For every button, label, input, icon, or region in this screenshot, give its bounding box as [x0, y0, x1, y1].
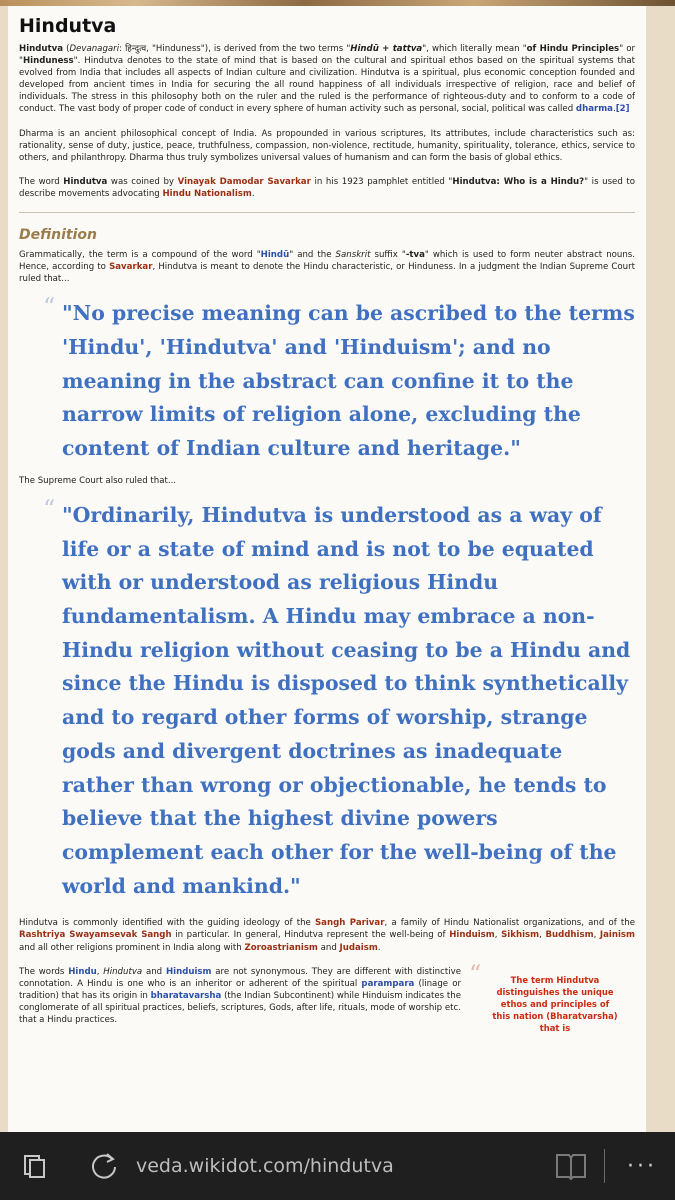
- dharma-link[interactable]: dharma: [575, 104, 613, 115]
- buddhism-link[interactable]: Buddhism: [545, 930, 594, 941]
- savarkar-link-2[interactable]: Savarkar: [109, 262, 153, 273]
- pull-quote: [469, 959, 619, 1034]
- coined-paragraph: The word Hindutva was coined by Vinayak Damodar Savarkar in his 1923 pamphlet entitled "Hindutva: Who is a Hindu?" is used to describe movements advocating Hindu Nationalism.: [19, 176, 636, 199]
- devanagari-label: Devanagari: [69, 44, 120, 54]
- hinduism-word-link[interactable]: Hinduism: [165, 966, 212, 977]
- reading-view-icon[interactable]: [552, 1132, 590, 1200]
- supreme-court-paragraph: The Supreme Court also ruled that...: [19, 475, 177, 486]
- more-menu-icon[interactable]: ···: [627, 1153, 657, 1179]
- page-margin: [646, 6, 675, 1132]
- rss-link[interactable]: Rashtriya Swayamsevak Sangh: [19, 930, 172, 941]
- parampara-link[interactable]: parampara: [361, 978, 415, 989]
- pull-quote-text: The term Hindutva distinguishes the unique ethos and principles of this nation (Bharatvarsha) that is: [492, 974, 618, 1033]
- divider: [598, 1132, 610, 1200]
- open-quote-icon: “: [43, 293, 56, 322]
- root-terms: Hindū + tattva: [350, 44, 423, 54]
- term-bold: Hindutva: [19, 44, 64, 54]
- judaism-link[interactable]: Judaism: [339, 942, 378, 953]
- sangh-parivar-link[interactable]: Sangh Parivar: [314, 918, 385, 929]
- hindu-nationalism-link[interactable]: Hindu Nationalism: [162, 188, 252, 199]
- hindu-word-link[interactable]: Hindu: [68, 966, 97, 977]
- page-title: Hindutva: [19, 15, 117, 37]
- sikhism-link[interactable]: Sikhism: [501, 930, 540, 941]
- quote-text-1: "No precise meaning can be ascribed to the terms 'Hindu', 'Hindutva' and 'Hinduism'; and no meaning in the abstract can confine it to the narrow limits of religion alone, excluding the content of Indian culture and heritage.": [62, 301, 635, 461]
- url-text: veda.wikidot.com/hindutva: [136, 1155, 394, 1177]
- dharma-paragraph: Dharma is an ancient philosophical concept of India. As propounded in various scriptures, Its attributes, include characteristics such as: rationality, sense of duty, justice, peace, truthfulness, compassion, non-violence, rectitude, humanity, spirituality, tolerance, ethics, service to others, and philanthropy. Dharma thus truly symbolizes universal values of humanism and can form the basis of global ethics.: [19, 128, 635, 163]
- refresh-icon[interactable]: [84, 1132, 124, 1200]
- ideology-paragraph: Hindutva is commonly identified with the guiding ideology of the Sangh Parivar, a family of Hindu Nationalist organizations, and of the Rashtriya Swayamsevak Sangh in particular. In general, Hindutva represent the well-being of Hinduism, Sikhism, Buddhism, Jainism and all other religions prominent in India along with Zoroastrianism and Judaism.: [19, 918, 636, 953]
- tabs-icon[interactable]: [14, 1132, 54, 1200]
- reference-link[interactable]: [2]: [615, 104, 630, 115]
- blockquote-1: [19, 293, 635, 466]
- zoroastrianism-link[interactable]: Zoroastrianism: [244, 942, 318, 953]
- article-page: [8, 6, 646, 1132]
- hinduness-bold: Hinduness: [22, 56, 74, 67]
- blockquote-2: [19, 494, 635, 903]
- pull-quote-icon: “: [469, 959, 482, 988]
- hindu-link[interactable]: Hindū: [260, 250, 290, 261]
- jainism-link[interactable]: Jainism: [599, 930, 635, 941]
- definition-heading: Definition: [19, 227, 97, 244]
- definition-paragraph: Grammatically, the term is a compound of the word "Hindū" and the Sanskrit suffix "-tva" which is used to form neuter abstract nouns. Hence, according to Savarkar, Hindutva is meant to denote the Hindu characteristic, or Hinduness. In a judgment the Indian Supreme Court ruled that...: [19, 250, 636, 285]
- meaning-bold: of Hindu Principles: [526, 44, 620, 54]
- quote-text-2: "Ordinarily, Hindutva is understood as a way of life or a state of mind and is not to be equated with or understood as religious Hindu fundamentalism. A Hindu may embrace a non-Hindu religion without ceasing to be a Hindu and since the Hindu is disposed to think synthetically and to regard other forms of worship, strange gods and divergent doctrines as inadequate rather than wrong or objectionable, he tends to believe that the highest divine powers complement each other for the well-being of the world and mankind.": [62, 502, 631, 898]
- open-quote-icon: “: [43, 494, 56, 523]
- address-bar[interactable]: [136, 1132, 394, 1200]
- synonym-section: [19, 959, 635, 1034]
- pamphlet-title: Hindutva: Who is a Hindu?: [452, 176, 585, 187]
- intro-paragraph: Hindutva (Devanagari: हिन्दुत्व, "Hinduness"), is derived from the two terms "Hindū + tattva", which literally mean "of Hindu Principles" or "Hinduness". Hindutva denotes to the state of mind that is based on the cultural and spiritual ethos based on the spiritual systems that evolved from India that includes all aspects of Indian culture and civilization. Hindutva is a spiritual, plus economic conception founded and developed from ancient times in India for securing the all round happiness of all individuals irrespective of religion, race and belief of individuals. The stress in this philosophy both on the ruler and the ruled is the performance of righteous-duty and to conform to a code of conduct. The vast body of proper code of conduct in every sphere of human activity such as personal, social, political was called dharma.[2]: [19, 44, 636, 115]
- bharatavarsha-link[interactable]: bharatavarsha: [150, 990, 222, 1001]
- savarkar-link[interactable]: Vinayak Damodar Savarkar: [177, 176, 311, 187]
- browser-bottom-bar: [0, 1132, 675, 1200]
- section-divider: [19, 212, 635, 213]
- synonym-paragraph: The words Hindu, Hindutva and Hinduism are not synonymous. They are different with distinctive connotation. A Hindu is one who is an inheritor or adherent of the spiritual parampara (linage or tradition) that has its origin in bharatavarsha (the Indian Subcontinent) while Hinduism indicates the conglomerate of all spiritual practices, beliefs, scriptures, Gods, after life, rituals, mode of worship etc. that a Hindu practices.: [19, 966, 462, 1026]
- hinduism-link[interactable]: Hinduism: [449, 930, 495, 941]
